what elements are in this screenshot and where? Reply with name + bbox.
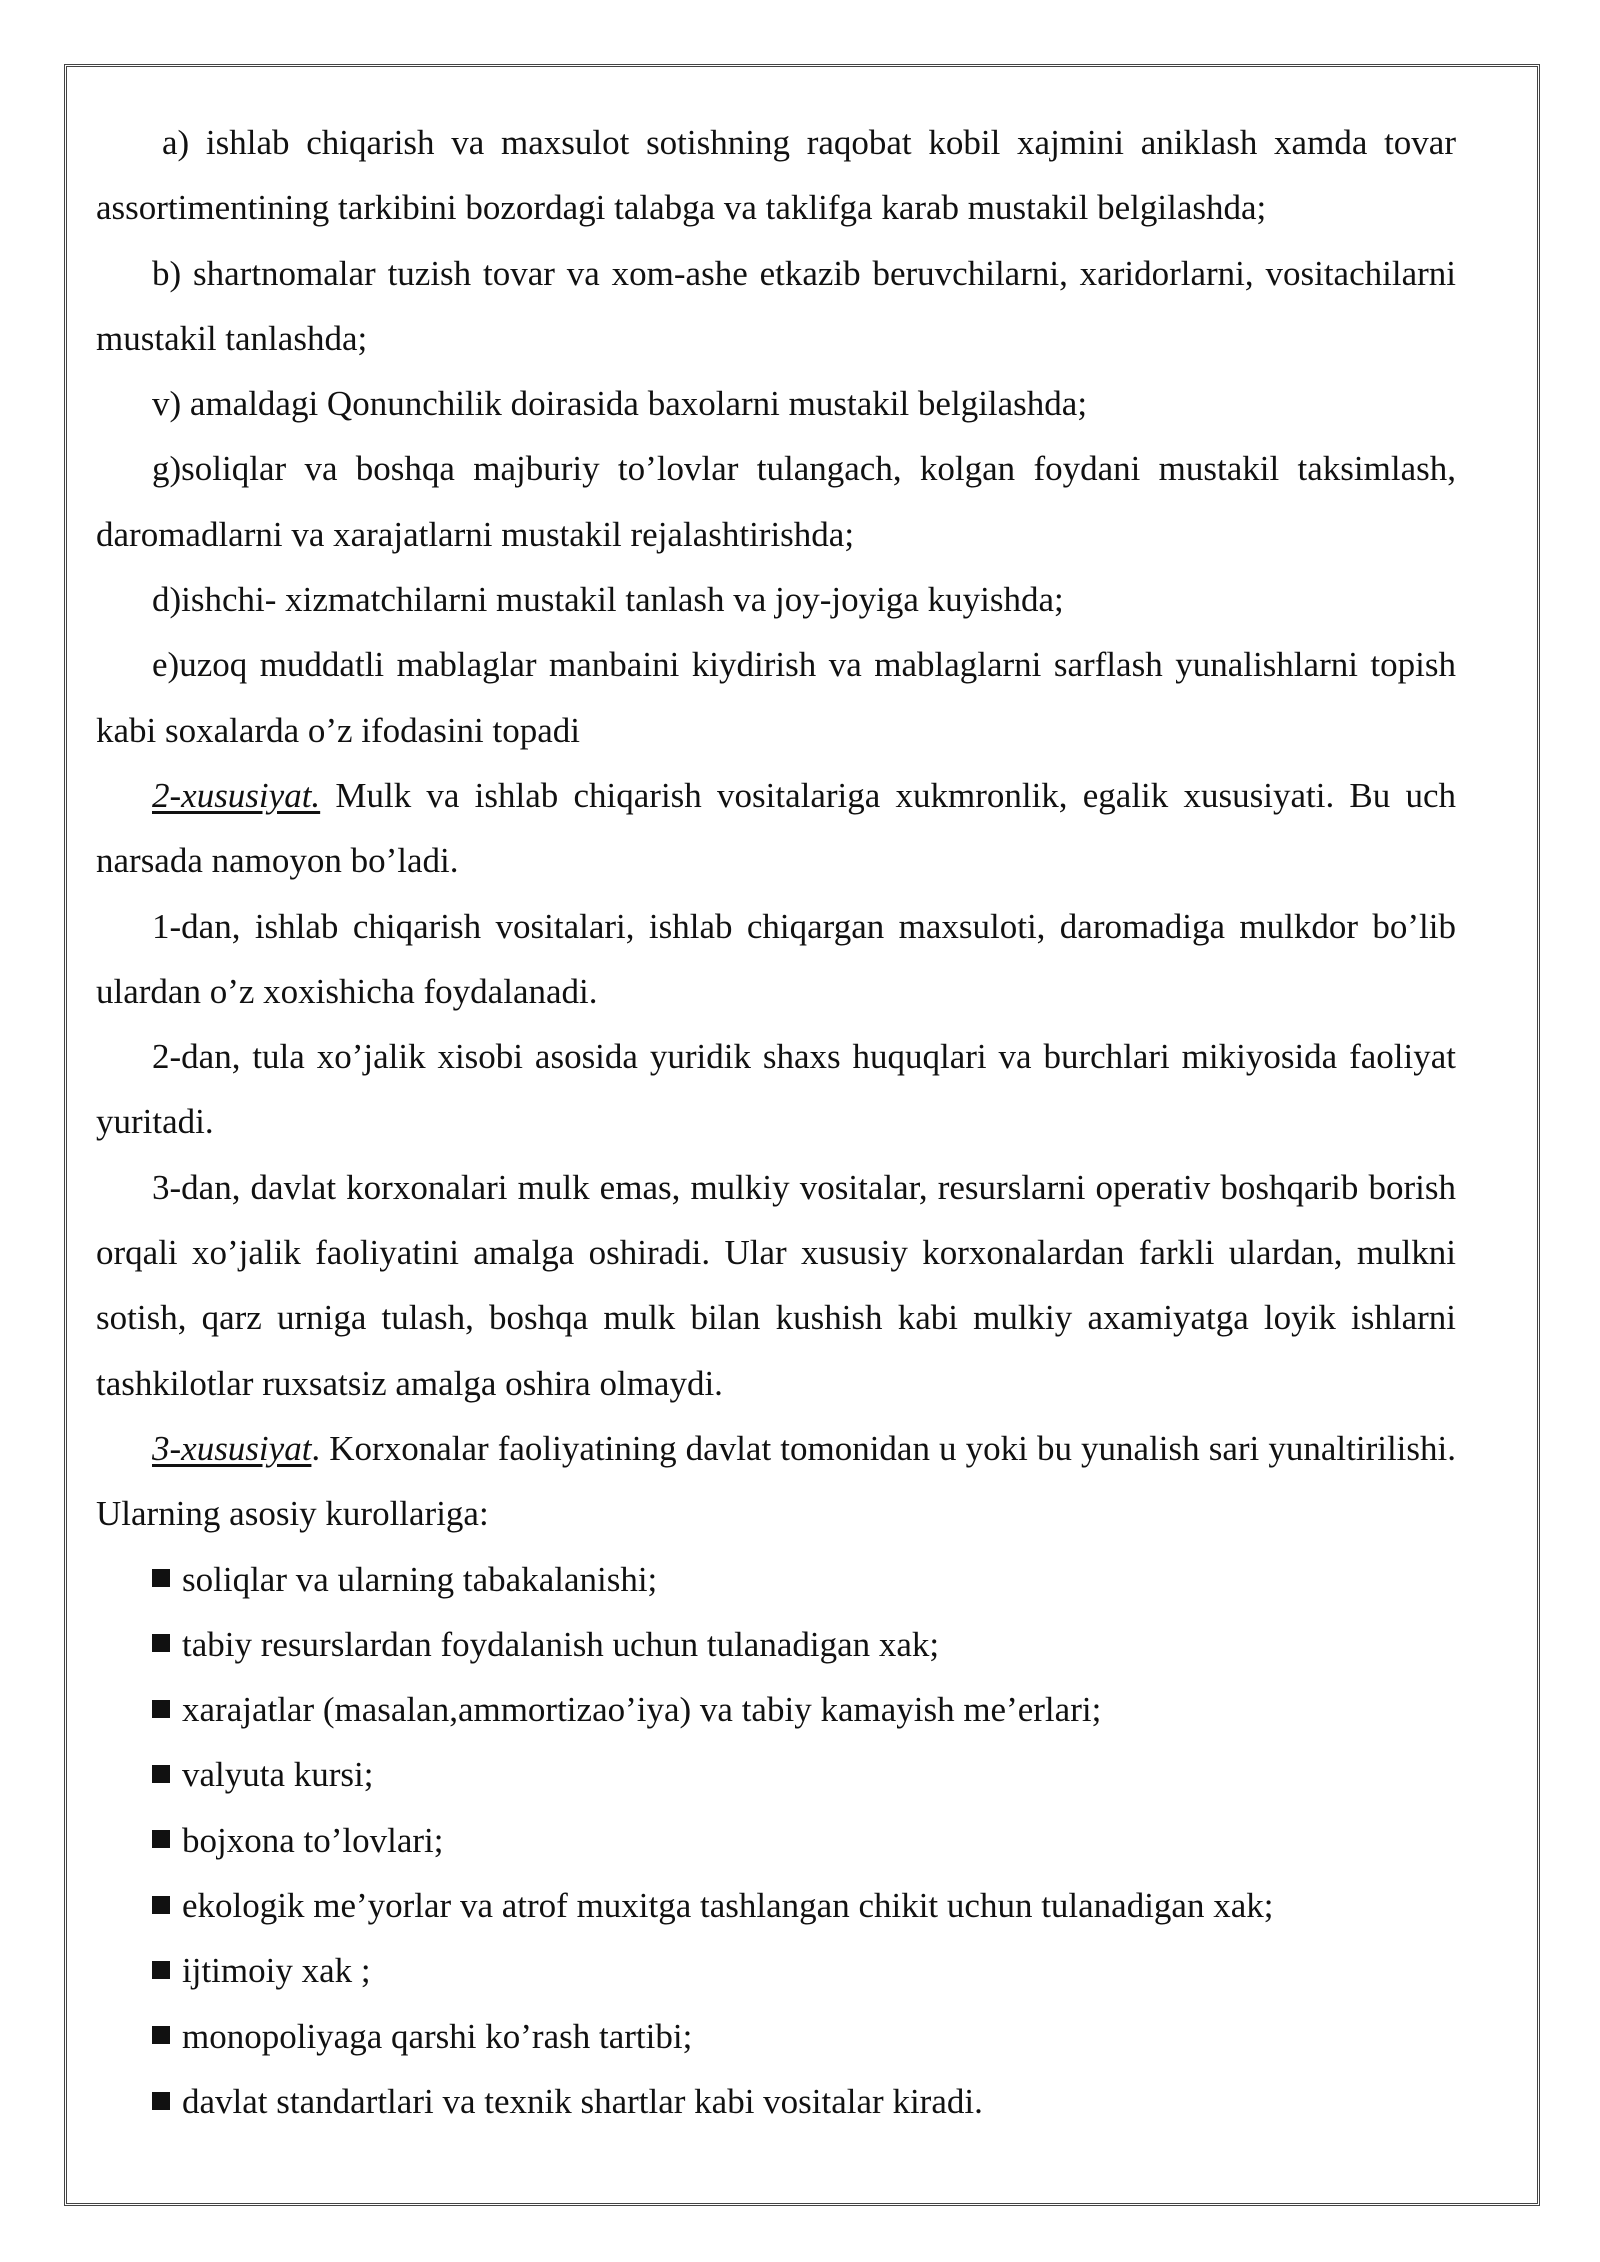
paragraph-third: 3-dan, davlat korxonalari mulk emas, mulkiy vositalar, resurslarni operativ boshqarib borish orqali xo’jalik faoliyatini amalga oshiradi. Ular xususiy korxonalardan farkli ulardan, mulkni sotish, qarz urniga tulash, boshqa mulk bilan kushish kabi mulkiy axamiyatga loyik ishlarni tashkilotlar ruxsatsiz amalga oshira olmaydi.	[96, 1167, 1456, 1403]
square-bullet-icon	[152, 2026, 170, 2044]
paragraph-g: g)soliqlar va boshqa majburiy to’lovlar tulangach, kolgan foydani mustakil taksimlash, daromadlarni va xarajatlarni mustakil rejalashtirishda;	[96, 449, 1456, 554]
feature-2-label: 2-xususiyat.	[152, 775, 321, 815]
feature-3-label: 3-xususiyat	[152, 1428, 312, 1468]
square-bullet-icon	[152, 1634, 170, 1652]
list-item: bojxona to’lovlari;	[96, 1808, 1456, 1873]
list-item: tabiy resurslardan foydalanish uchun tulanadigan xak;	[96, 1612, 1456, 1677]
paragraph-first: 1-dan, ishlab chiqarish vositalari, ishlab chiqargan maxsuloti, daromadiga mulkdor bo’lib ulardan o’z xoxishicha foydalanadi.	[96, 906, 1456, 1011]
square-bullet-icon	[152, 1961, 170, 1979]
feature-2-paragraph	[96, 763, 1456, 894]
square-bullet-icon	[152, 2092, 170, 2110]
square-bullet-icon	[152, 1569, 170, 1587]
paragraph-e: e)uzoq muddatli mablaglar manbaini kiydirish va mablaglarni sarflash yunalishlarni topish kabi soxalarda o’z ifodasini topadi	[96, 645, 1456, 750]
feature-3-paragraph	[96, 1416, 1456, 1547]
feature-2-text: Mulk va ishlab chiqarish vositalariga xukmronlik, egalik xususiyati. Bu uch narsada namoyon bo’ladi.	[96, 775, 1456, 881]
square-bullet-icon	[152, 1700, 170, 1718]
paragraph-d: d)ishchi- xizmatchilarni mustakil tanlash va joy-joyiga kuyishda;	[152, 580, 1064, 620]
instruments-list	[96, 1547, 1456, 2135]
paragraph-second: 2-dan, tula xo’jalik xisobi asosida yuridik shaxs huquqlari va burchlari mikiyosida faoliyat yuritadi.	[96, 1037, 1456, 1142]
list-item: ijtimoiy xak ;	[96, 1938, 1456, 2003]
list-item: davlat standartlari va texnik shartlar kabi vositalar kiradi.	[96, 2069, 1456, 2134]
list-item: ekologik me’yorlar va atrof muxitga tashlangan chikit uchun tulanadigan xak;	[96, 1873, 1456, 1938]
list-item: valyuta kursi;	[96, 1742, 1456, 1807]
paragraph-b: b) shartnomalar tuzish tovar va xom-ashe etkazib beruvchilarni, xaridorlarni, vositachilarni mustakil tanlashda;	[96, 253, 1456, 358]
paragraph-a: a) ishlab chiqarish va maxsulot sotishning raqobat kobil xajmini aniklash xamda tovar assortimentining tarkibini bozordagi talabga va taklifga karab mustakil belgilashda;	[96, 123, 1456, 228]
paragraph-v: v) amaldagi Qonunchilik doirasida baxolarni mustakil belgilashda;	[152, 384, 1088, 424]
square-bullet-icon	[152, 1830, 170, 1848]
document-body	[96, 110, 1456, 2134]
square-bullet-icon	[152, 1765, 170, 1783]
list-item: xarajatlar (masalan,ammortizao’iya) va tabiy kamayish me’erlari;	[96, 1677, 1456, 1742]
square-bullet-icon	[152, 1896, 170, 1914]
feature-3-text: . Korxonalar faoliyatining davlat tomonidan u yoki bu yunalish sari yunaltirilishi. Ularning asosiy kurollariga:	[96, 1428, 1456, 1534]
list-item: soliqlar va ularning tabakalanishi;	[96, 1547, 1456, 1612]
list-item: monopoliyaga qarshi ko’rash tartibi;	[96, 2004, 1456, 2069]
